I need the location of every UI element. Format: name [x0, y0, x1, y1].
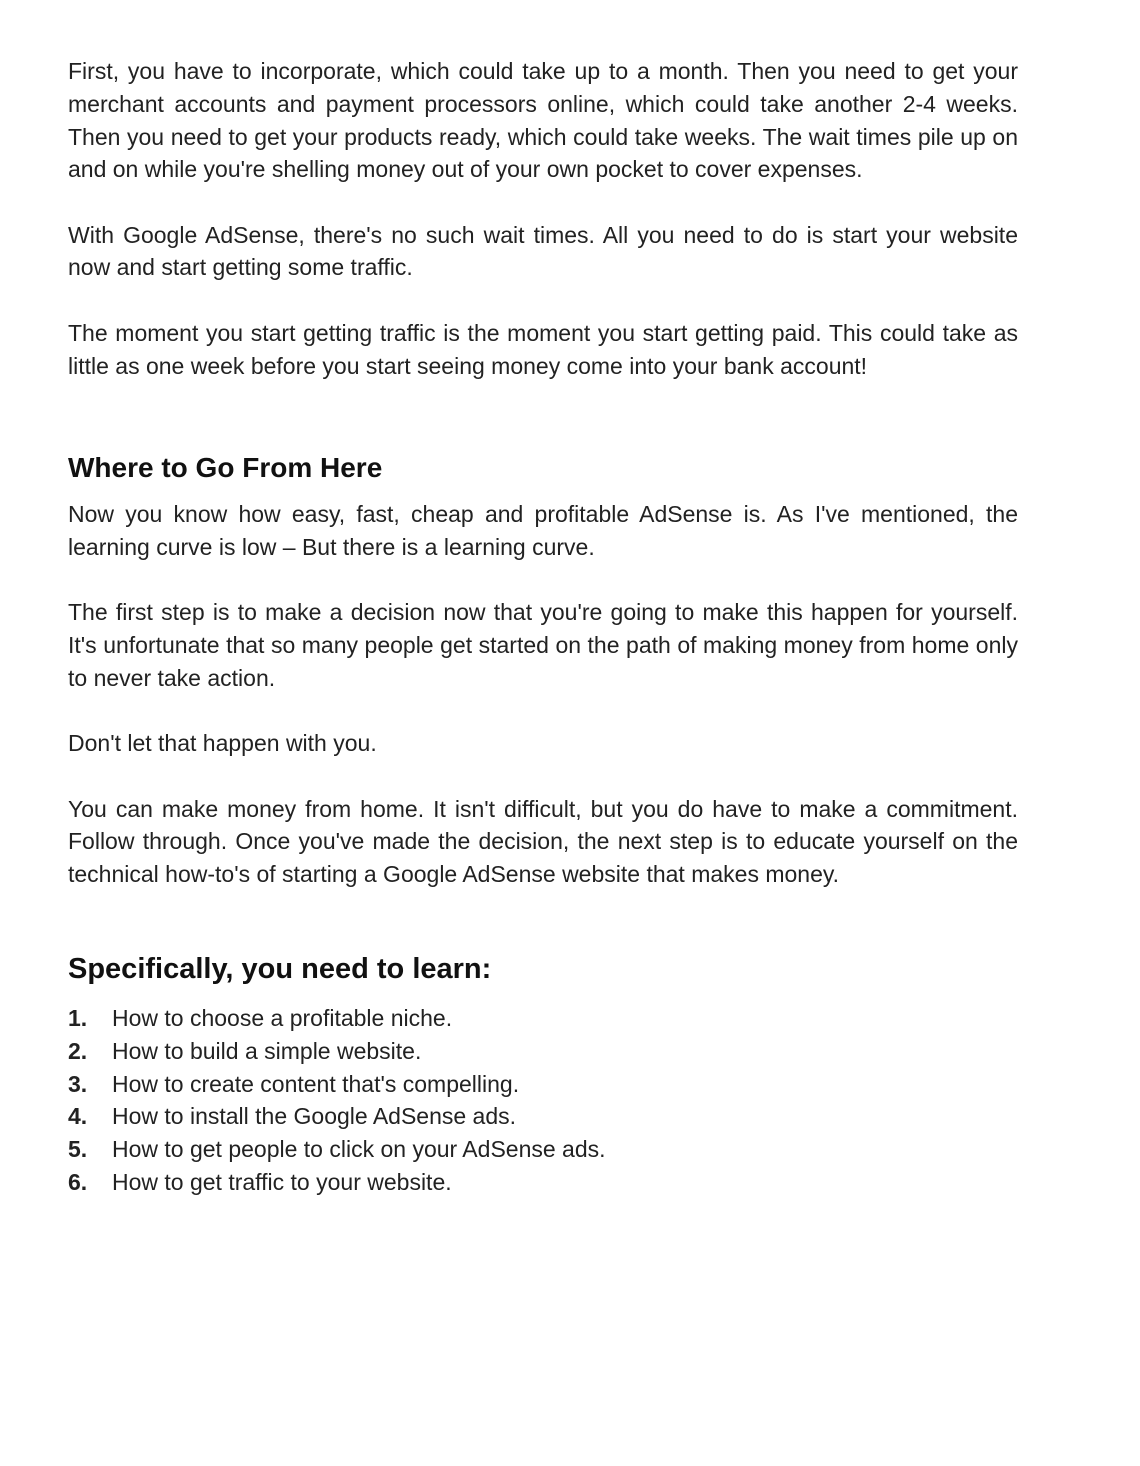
section-heading: Specifically, you need to learn:: [68, 953, 492, 986]
paragraph: You can make money from home. It isn't difficult, but you do have to make a commitment. Follow through. Once you've made the decision, the next step is to educate yourself on the technical how-to's of starting a Google AdSense website that makes money.: [68, 795, 1018, 888]
list-number: 2.: [68, 1037, 88, 1064]
list-text: How to install the Google AdSense ads.: [112, 1103, 517, 1130]
paragraph: Now you know how easy, fast, cheap and profitable AdSense is. As I've mentioned, the learning curve is low – But there is a learning curve.: [68, 501, 1018, 561]
list-item: [68, 1035, 1018, 1068]
list-item: [68, 1133, 1018, 1166]
paragraph: With Google AdSense, there's no such wait times. All you need to do is start your website now and start getting some traffic.: [68, 221, 1018, 281]
list-text: How to get people to click on your AdSense ads.: [112, 1136, 606, 1163]
list-number: 5.: [68, 1136, 88, 1163]
paragraph: The first step is to make a decision now that you're going to make this happen for yourself. It's unfortunate that so many people get started on the path of making money from home only to never take action.: [68, 599, 1018, 692]
list-text: How to build a simple website.: [112, 1037, 422, 1064]
list-text: How to choose a profitable niche.: [112, 1005, 453, 1032]
numbered-list: [68, 1002, 1018, 1199]
list-item: [68, 1002, 1018, 1035]
list-number: 3.: [68, 1070, 88, 1097]
list-item: [68, 1068, 1018, 1101]
list-number: 4.: [68, 1103, 88, 1130]
paragraph: Don't let that happen with you.: [68, 730, 377, 757]
section-heading: Where to Go From Here: [68, 452, 383, 484]
list-number: 6.: [68, 1169, 88, 1196]
document-page: [68, 55, 1018, 1199]
list-text: How to create content that's compelling.: [112, 1070, 520, 1097]
paragraph: The moment you start getting traffic is the moment you start getting paid. This could take as little as one week before you start seeing money come into your bank account!: [68, 319, 1018, 379]
list-item: [68, 1166, 1018, 1199]
paragraph: First, you have to incorporate, which could take up to a month. Then you need to get your merchant accounts and payment processors online, which could take another 2-4 weeks. Then you need to get your products ready, which could take weeks. The wait times pile up on and on while you're shelling money out of your own pocket to cover expenses.: [68, 58, 1018, 183]
list-number: 1.: [68, 1005, 88, 1032]
list-text: How to get traffic to your website.: [112, 1169, 452, 1196]
list-item: [68, 1100, 1018, 1133]
